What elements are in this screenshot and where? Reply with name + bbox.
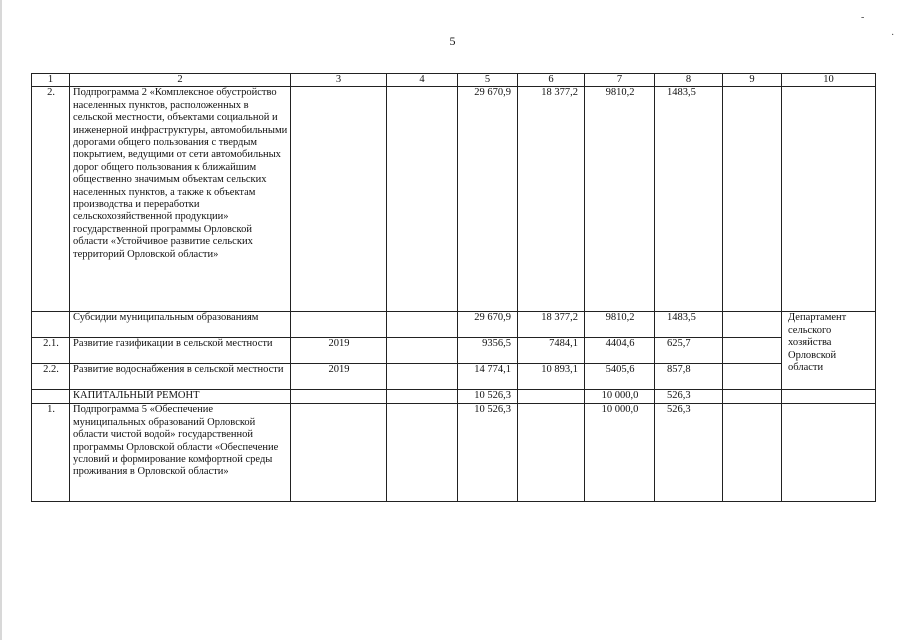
program-table (31, 73, 876, 502)
row-name: Подпрограмма 5 «Обеспечение муниципальных образований Орловской области чистой водой» государственной программы Орловской области «Обеспечение условий и формирование комфортной среды проживания в Орловской области» (70, 404, 291, 502)
column-header: 6 (518, 74, 585, 87)
table-row (32, 87, 876, 312)
row-col7: 5405,6 (585, 364, 655, 390)
row-col7: 9810,2 (585, 312, 655, 338)
row-col4 (387, 87, 458, 312)
row-col6: 10 893,1 (518, 364, 585, 390)
row-year (291, 390, 387, 404)
row-col5: 10 526,3 (458, 390, 518, 404)
column-header: 9 (723, 74, 782, 87)
responsible-department: Департамент сельского хозяйства Орловской области (782, 312, 876, 390)
row-col5: 29 670,9 (458, 87, 518, 312)
column-header: 7 (585, 74, 655, 87)
row-col5: 10 526,3 (458, 404, 518, 502)
row-col9 (723, 338, 782, 364)
table-row (32, 312, 876, 338)
row-year (291, 87, 387, 312)
row-col9 (723, 364, 782, 390)
row-number: 2.1. (32, 338, 70, 364)
column-header: 10 (782, 74, 876, 87)
table-row (32, 364, 876, 390)
row-col6 (518, 390, 585, 404)
row-name: Развитие газификации в сельской местности (70, 338, 291, 364)
table-row (32, 390, 876, 404)
row-col8: 625,7 (655, 338, 723, 364)
row-col4 (387, 312, 458, 338)
row-col8: 526,3 (655, 390, 723, 404)
row-name: КАПИТАЛЬНЫЙ РЕМОНТ (70, 390, 291, 404)
column-header: 2 (70, 74, 291, 87)
row-col9 (723, 87, 782, 312)
row-col7: 10 000,0 (585, 390, 655, 404)
row-col5: 29 670,9 (458, 312, 518, 338)
table-row (32, 338, 876, 364)
corner-mark: · (891, 30, 895, 41)
row-col6 (518, 404, 585, 502)
row-col4 (387, 338, 458, 364)
row-col10 (782, 404, 876, 502)
page-left-edge (0, 0, 2, 640)
header-row (32, 74, 876, 87)
row-col5: 9356,5 (458, 338, 518, 364)
row-col7: 9810,2 (585, 87, 655, 312)
row-col7: 10 000,0 (585, 404, 655, 502)
column-header: 8 (655, 74, 723, 87)
row-name: Субсидии муниципальным образованиям (70, 312, 291, 338)
row-year (291, 312, 387, 338)
column-header: 3 (291, 74, 387, 87)
row-year: 2019 (291, 364, 387, 390)
row-name: Развитие водоснабжения в сельской местности (70, 364, 291, 390)
row-number: 2.2. (32, 364, 70, 390)
table-row (32, 404, 876, 502)
column-header: 1 (32, 74, 70, 87)
corner-mark: - (861, 12, 865, 23)
row-number (32, 390, 70, 404)
row-col5: 14 774,1 (458, 364, 518, 390)
row-col4 (387, 364, 458, 390)
row-col8: 857,8 (655, 364, 723, 390)
row-col6: 7484,1 (518, 338, 585, 364)
row-col10 (782, 390, 876, 404)
row-col6: 18 377,2 (518, 87, 585, 312)
row-number: 2. (32, 87, 70, 312)
row-year: 2019 (291, 338, 387, 364)
row-col8: 1483,5 (655, 312, 723, 338)
row-col8: 526,3 (655, 404, 723, 502)
row-col6: 18 377,2 (518, 312, 585, 338)
row-name: Подпрограмма 2 «Комплексное обустройство населенных пунктов, расположенных в сельской местности, объектами социальной и инженерной инфраструктуры, автомобильными дорогами общего пользования с твердым покрытием, ведущими от сети автомобильных дорог общего пользования к ближайшим общественно значимым объектам сельских населенных пунктов, а также к объектам производства и переработки сельскохозяйственной продукции» государственной программы Орловской области «Устойчивое развитие сельских территорий Орловской области» (70, 87, 291, 312)
row-col10 (782, 87, 876, 312)
row-number: 1. (32, 404, 70, 502)
column-header: 5 (458, 74, 518, 87)
row-col8: 1483,5 (655, 87, 723, 312)
row-number (32, 312, 70, 338)
row-col9 (723, 390, 782, 404)
row-col9 (723, 404, 782, 502)
page-number: 5 (449, 34, 456, 48)
row-col4 (387, 390, 458, 404)
column-header: 4 (387, 74, 458, 87)
row-col7: 4404,6 (585, 338, 655, 364)
row-year (291, 404, 387, 502)
row-col4 (387, 404, 458, 502)
row-col9 (723, 312, 782, 338)
